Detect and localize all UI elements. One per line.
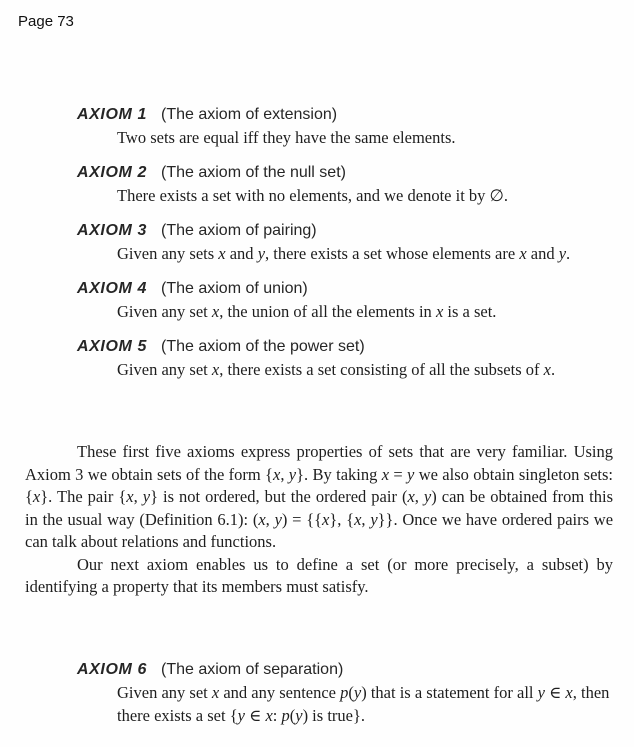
page-number-label: Page 73 [18, 13, 74, 30]
axiom-block-1 [77, 103, 614, 149]
axiom-block-2 [77, 161, 614, 207]
axiom-block-5 [77, 335, 614, 381]
axiom-title: (The axiom of separation) [161, 661, 344, 678]
axiom-list [77, 103, 614, 393]
axiom-title: (The axiom of pairing) [161, 222, 317, 239]
axiom-body: Given any set x, the union of all the elements in x is a set. [117, 302, 497, 321]
axiom-heading [77, 658, 614, 681]
axiom-name: AXIOM 4 [77, 280, 147, 297]
axiom-body: There exists a set with no elements, and we denote it by ∅. [117, 186, 509, 205]
axiom-list-continued [77, 658, 614, 739]
axiom-name: AXIOM 5 [77, 338, 147, 355]
body-text [25, 441, 613, 599]
axiom-title: (The axiom of the null set) [161, 164, 346, 181]
axiom-block-4 [77, 277, 614, 323]
axiom-heading [77, 277, 614, 300]
axiom-heading [77, 335, 614, 358]
axiom-block-3 [77, 219, 614, 265]
axiom-body: Given any sets x and y, there exists a set whose elements are x and y. [117, 244, 571, 263]
axiom-heading [77, 219, 614, 242]
axiom-name: AXIOM 2 [77, 164, 147, 181]
body-paragraph-2: Our next axiom enables us to define a set (or more precisely, a subset) by identifying a property that its members must satisfy. [25, 554, 613, 596]
axiom-block-6 [77, 658, 614, 727]
axiom-title: (The axiom of extension) [161, 106, 338, 123]
axiom-name: AXIOM 1 [77, 106, 147, 123]
axiom-body: Given any set x and any sentence p(y) that is a statement for all y ∈ x, then there exists a set {y ∈ x: p(y) is true}. [117, 683, 610, 725]
axiom-title: (The axiom of union) [161, 280, 308, 297]
axiom-heading [77, 161, 614, 184]
axiom-body: Two sets are equal iff they have the same elements. [117, 128, 456, 147]
body-paragraph-1: These first five axioms express properties of sets that are very familiar. Using Axiom 3 we obtain sets of the form {x, y}. By taking x = y we also obtain singleton sets: {x}. The pair {x, y} is not ordered, but the ordered pair (x, y) can be obtained from this in the usual way (Definition 6.1): (x, y) = {{x}, {x, y}}. Once we have ordered pairs we can talk about relations and functions. [25, 442, 614, 551]
axiom-title: (The axiom of the power set) [161, 338, 365, 355]
axiom-name: AXIOM 6 [77, 661, 147, 678]
axiom-name: AXIOM 3 [77, 222, 147, 239]
axiom-heading [77, 103, 614, 126]
axiom-body: Given any set x, there exists a set consisting of all the subsets of x. [117, 360, 556, 379]
